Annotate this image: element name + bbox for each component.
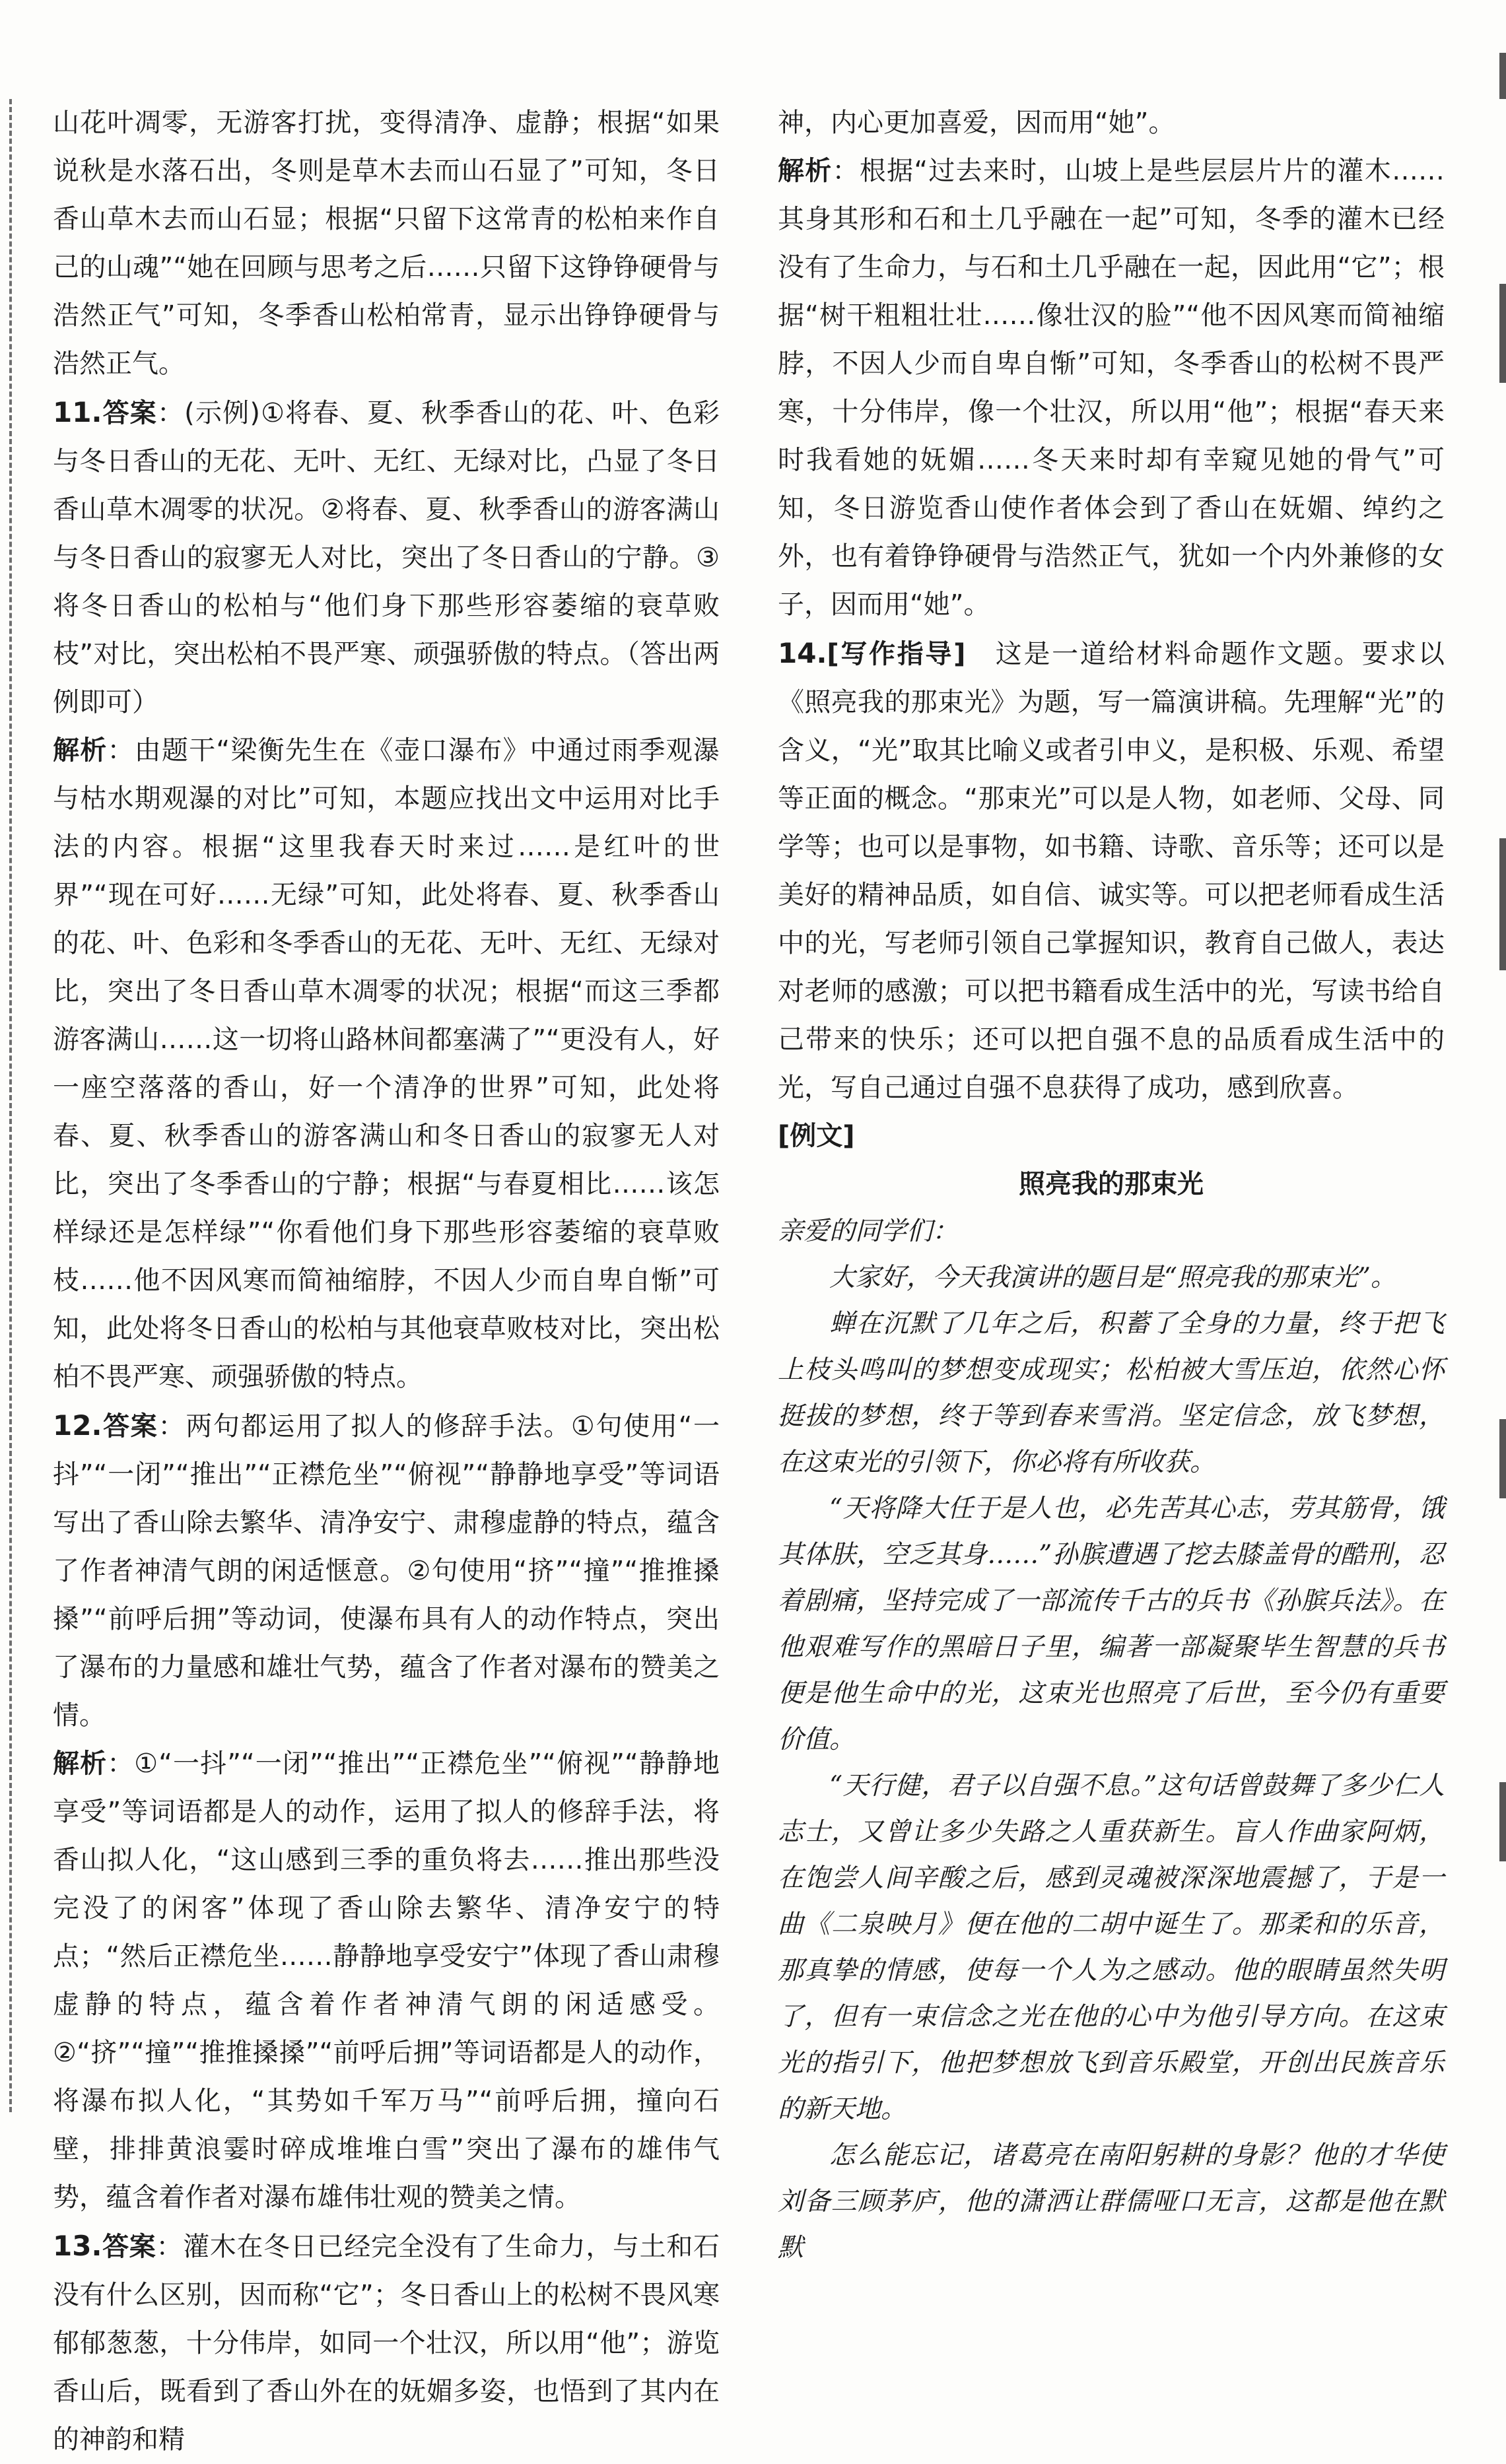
essay-greeting: 亲爱的同学们： <box>778 1216 959 1246</box>
question-13 <box>53 2222 720 2464</box>
answer-label: 答案 <box>102 2232 156 2262</box>
edge-mark <box>1499 838 1506 970</box>
essay-paragraph: 怎么能忘记，诸葛亮在南阳躬耕的身影？他的才华使刘备三顾茅庐，他的潇洒让群儒哑口无言，这都是他在默默 <box>778 2141 1445 2263</box>
writing-guide-text: 这是一道给材料命题作文题。要求以《照亮我的那束光》为题，写一篇演讲稿。先理解“光”的含义，“光”取其比喻义或者引申义，是积极、乐观、希望等正面的概念。“那束光”可以是人物，如老师、父母、同学等；也可以是事物，如书籍、诗歌、音乐等；还可以是美好的精神品质，如自信、诚实等。可以把老师看成生活中的光，写老师引领自己掌握知识，教育自己做人，表达对老师的感激；可以把书籍看成生活中的光，写读书给自己带来的快乐；还可以把自强不息的品质看成生活中的光，写自己通过自强不息获得了成功，感到欣喜。 <box>778 639 1445 1103</box>
analysis-text: ：①“一抖”“一闭”“推出”“正襟危坐”“俯视”“静静地享受”等词语都是人的动作，运用了拟人的修辞手法，将香山拟人化，“这山感到三季的重负将去……推出那些没完没了的闲客”体现了香山除去繁华、清净安宁的特点；“然后正襟危坐……静静地享受安宁”体现了香山肃穆虚静的特点，蕴含着作者神清气朗的闲适感受。②“挤”“撞”“推推搡搡”“前呼后拥”等词语都是人的动作，将瀑布拟人化，“其势如千军万马”“前呼后拥，撞向石壁，排排黄浪霎时碎成堆堆白雪”突出了瀑布的雄伟气势，蕴含着作者对瀑布雄伟壮观的赞美之情。 <box>53 1748 720 2213</box>
answer-text: ：两句都运用了拟人的修辞手法。①句使用“一抖”“一闭”“推出”“正襟危坐”“俯视”“静静地享受”等词语写出了香山除去繁华、清净安宁、肃穆虚静的特点，蕴含了作者神清气朗的闲适惬意。②句使用“挤”“撞”“推推搡搡”“前呼后拥”等动词，使瀑布具有人的动作特点，突出了瀑布的力量感和雄壮气势，蕴含了作者对瀑布的赞美之情。 <box>53 1411 720 1731</box>
essay-paragraph: 蝉在沉默了几年之后，积蓄了全身的力量，终于把飞上枝头鸣叫的梦想变成现实；松柏被大雪压迫，依然心怀挺拔的梦想，终于等到春来雪消。坚定信念，放飞梦想，在这束光的引领下，你必将有所收获。 <box>778 1309 1445 1477</box>
question-number: 13. <box>53 2230 102 2262</box>
analysis-12 <box>53 1740 720 2222</box>
left-column <box>53 99 720 2464</box>
answer-text: ：灌木在冬日已经完全没有了生命力，与土和石没有什么区别，因而称“它”；冬日香山上的松树不畏风寒郁郁葱葱，十分伟岸，如同一个壮汉，所以用“他”；游览香山后，既看到了香山外在的妩媚多姿，也悟到了其内在的神韵和精 <box>53 2232 720 2455</box>
question-number: 12. <box>53 1409 102 1442</box>
edge-mark <box>1499 1419 1506 1498</box>
answer-label: 答案 <box>102 398 157 428</box>
writing-guide-label: [写作指导] <box>827 639 966 669</box>
question-14 <box>778 629 1445 1112</box>
question-number: 14. <box>778 637 827 669</box>
question-11 <box>53 388 720 727</box>
edge-mark <box>1499 53 1506 99</box>
analysis-label: 解析 <box>53 735 108 766</box>
essay-paragraph: “天将降大任于是人也，必先苦其心志，劳其筋骨，饿其体肤，空乏其身……”孙膑遭遇了挖去膝盖骨的酷刑，忍着剧痛，坚持完成了一部流传千古的兵书《孙膑兵法》。在他艰难写作的黑暗日子里，编著一部凝聚毕生智慧的兵书便是他生命中的光，这束光也照亮了后世，至今仍有重要价值。 <box>778 1494 1445 1754</box>
edge-mark <box>1499 284 1506 383</box>
example-label-text: [例文] <box>778 1121 855 1151</box>
question-number: 11. <box>53 396 102 428</box>
essay-paragraph: “天行健，君子以自强不息。”这句话曾鼓舞了多少仁人志士，又曾让多少失路之人重获新生。盲人作曲家阿炳，在饱尝人间辛酸之后，感到灵魂被深深地震撼了，于是一曲《二泉映月》便在他的二胡中诞生了。那柔和的乐音，那真挚的情感，使每一个人为之感动。他的眼睛虽然失明了，但有一束信念之光在他的心中为他引导方向。在这束光的指引下，他把梦想放飞到音乐殿堂，开创出民族音乐的新天地。 <box>778 1771 1445 2124</box>
analysis-text: ：由题干“梁衡先生在《壶口瀑布》中通过雨季观瀑与枯水期观瀑的对比”可知，本题应找出文中运用对比手法的内容。根据“这里我春天时来过……是红叶的世界”“现在可好……无绿”可知，此处将春、夏、秋季香山的花、叶、色彩和冬季香山的无花、无叶、无红、无绿对比，突出了冬日香山草木凋零的状况；根据“而这三季都游客满山……这一切将山路林间都塞满了”“更没有人，好一座空落落的香山，好一个清净的世界”可知，此处将春、夏、秋季香山的游客满山和冬日香山的寂寥无人对比，突出了冬季香山的宁静；根据“与春夏相比……该怎样绿还是怎样绿”“你看他们身下那些形容萎缩的衰草败枝……他不因风寒而简袖缩脖，不因人少而自卑自惭”可知，此处将冬日香山的松柏与其他衰草败枝对比，突出松柏不畏严寒、顽强骄傲的特点。 <box>53 735 720 1392</box>
analysis-label: 解析 <box>778 156 833 186</box>
answer-label: 答案 <box>102 1411 158 1442</box>
example-label <box>778 1112 1445 1160</box>
analysis-text: ：根据“过去来时，山坡上是些层层片片的灌木……其身其形和石和土几乎融在一起”可知，冬季的灌木已经没有了生命力，与石和土几乎融在一起，因此用“它”；根据“树干粗粗壮壮……像壮汉的脸”“他不因风寒而简袖缩脖，不因人少而自卑自惭”可知，冬季香山的松树不畏严寒，十分伟岸，像一个壮汉，所以用“他”；根据“春天来时我看她的妩媚……冬天来时却有幸窥见她的骨气”可知，冬日游览香山使作者体会到了香山在妩媚、绰约之外，也有着铮铮硬骨与浩然正气，犹如一个内外兼修的女子，因而用“她”。 <box>778 156 1445 620</box>
right-column <box>778 99 1445 2271</box>
intro-paragraph: 山花叶凋零，无游客打扰，变得清净、虚静；根据“如果说秋是水落石出，冬则是草木去而山石显了”可知，冬日香山草木去而山石显；根据“只留下这常青的松柏来作自己的山魂”“她在回顾与思考之后……只留下这铮铮硬骨与浩然正气”可知，冬季香山松柏常青，显示出铮铮硬骨与浩然正气。 <box>53 108 720 379</box>
question-12 <box>53 1401 720 1740</box>
margin-dashed-line <box>9 99 12 2112</box>
answer-text: ：(示例)①将春、夏、秋季香山的花、叶、色彩与冬日香山的无花、无叶、无红、无绿对比，凸显了冬日香山草木凋零的状况。②将春、夏、秋季香山的游客满山与冬日香山的寂寥无人对比，突出了冬日香山的宁静。③将冬日香山的松柏与“他们身下那些形容萎缩的衰草败枝”对比，突出松柏不畏严寒、顽强骄傲的特点。（答出两例即可） <box>53 398 720 717</box>
essay-paragraph: 大家好，今天我演讲的题目是“照亮我的那束光”。 <box>829 1263 1396 1292</box>
analysis-11 <box>53 727 720 1401</box>
essay-title: 照亮我的那束光 <box>1019 1169 1204 1199</box>
continued-paragraph: 神，内心更加喜爱，因而用“她”。 <box>778 108 1175 138</box>
edge-mark <box>1499 1782 1506 1861</box>
analysis-13 <box>778 147 1445 629</box>
analysis-label: 解析 <box>53 1748 108 1779</box>
